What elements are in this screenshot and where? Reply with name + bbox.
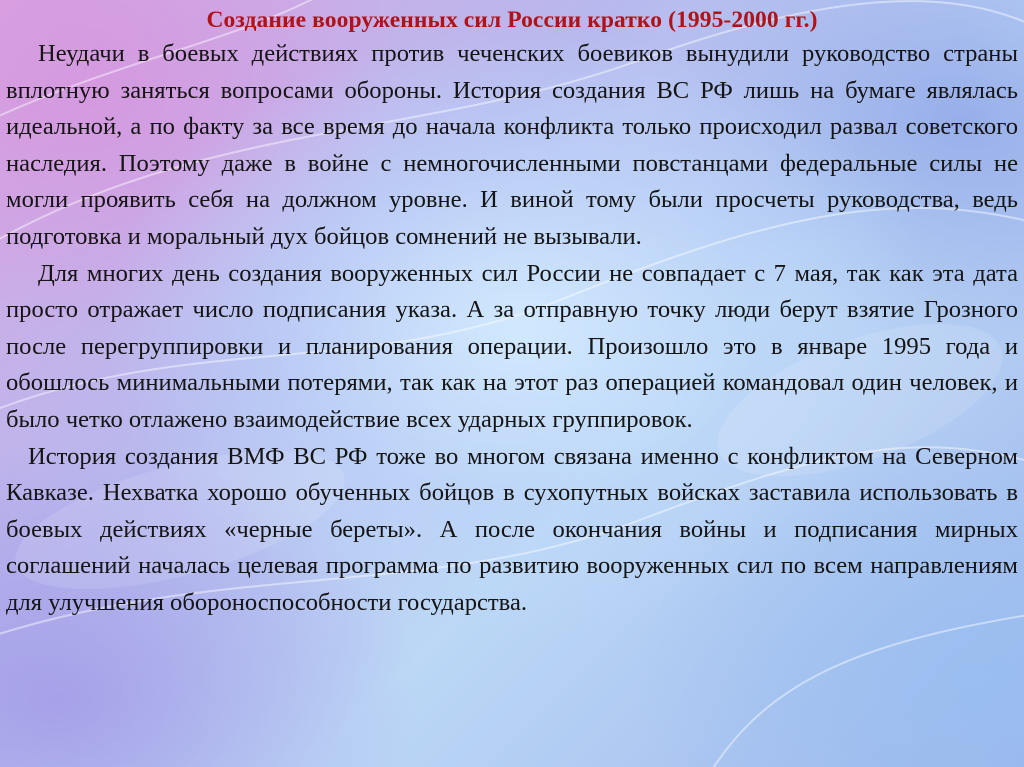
paragraph-1: Неудачи в боевых действиях против чеченских боевиков вынудили руководство страны вплотную заняться вопросами обороны. История создания ВС РФ лишь на бумаге являлась идеальной, а по факту за все время до начала конфликта только происходил развал советского наследия. Поэтому даже в войне с немногочисленными повстанцами федеральные силы не могли проявить себя на должном уровне. И виной тому были просчеты руководства, ведь подготовка и моральный дух бойцов сомнений не вызывали. (6, 40, 1018, 250)
paragraph-2: Для многих день создания вооруженных сил России не совпадает с 7 мая, так как эта дата просто отражает число подписания указа. А за отправную точку люди берут взятие Грозного после перегруппировки и планирования операции. Произошло это в январе 1995 года и обошлось минимальными потерями, так как на этот раз операцией командовал один человек, и было четко отлажено взаимодействие всех ударных группировок. (6, 259, 1018, 433)
background-swirl-line (700, 610, 1024, 767)
slide-content (6, 4, 1018, 622)
paragraph-3: История создания ВМФ ВС РФ тоже во многом связана именно с конфликтом на Северном Кавказе. Нехватка хорошо обученных бойцов в сухопутных войсках заставила использовать в боевых действиях «черные береты». А после окончания войны и подписания мирных соглашений началась целевая программа по развитию вооруженных сил по всем направлениям для улучшения обороноспособности государства. (6, 442, 1018, 616)
slide-title: Создание вооруженных сил России кратко (1995-2000 гг.) (206, 7, 818, 33)
